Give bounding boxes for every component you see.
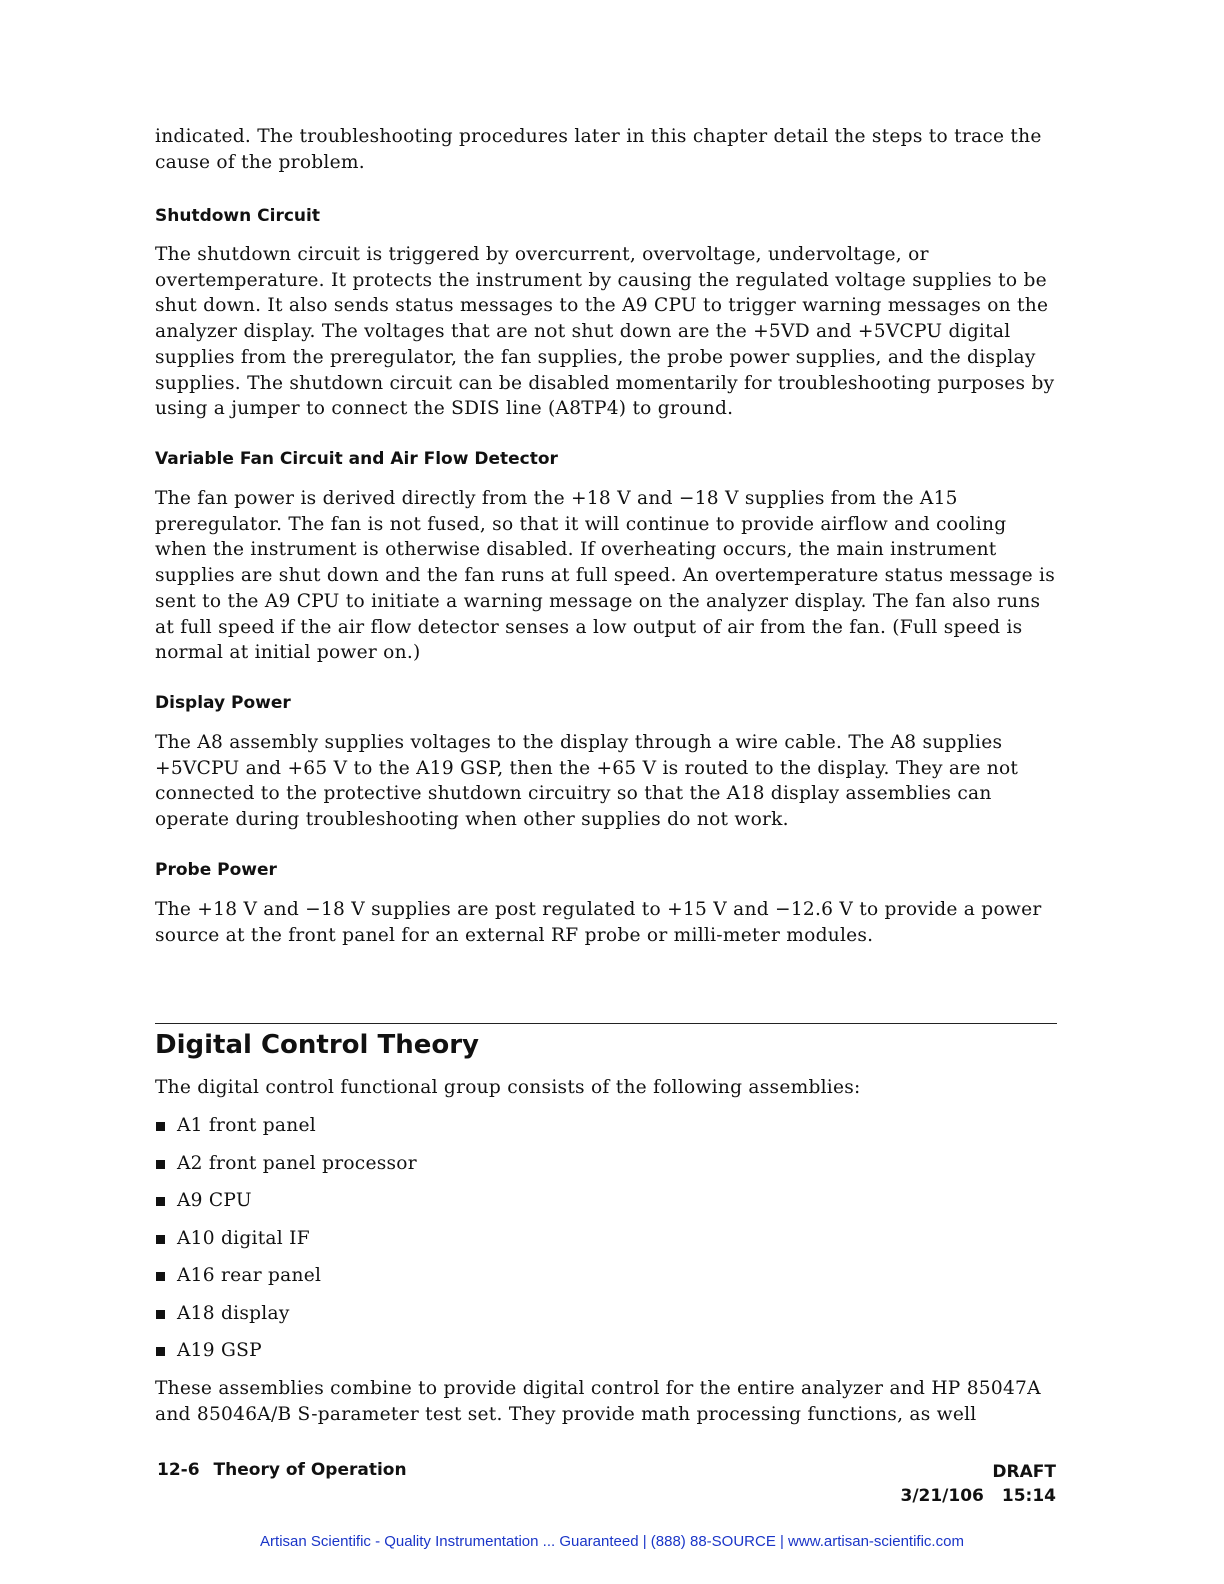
list-item: A19 GSP	[155, 1338, 417, 1376]
list-item: A18 display	[155, 1301, 417, 1339]
section-divider	[155, 1023, 1057, 1024]
section-display-power	[155, 693, 291, 713]
assembly-list-block	[155, 1113, 417, 1376]
section-fan-body	[155, 486, 1057, 666]
vendor-banner: Artisan Scientific - Quality Instrumentation ... Guaranteed | (888) 88-SOURCE | www.artisan-scientific.com	[260, 1533, 964, 1550]
section-heading: Probe Power	[155, 860, 277, 880]
list-item: A10 digital IF	[155, 1226, 417, 1264]
digital-closing-block	[155, 1376, 1057, 1427]
page-number: 12-6	[157, 1460, 200, 1480]
bullet-square-icon	[156, 1160, 165, 1169]
section-paragraph: The fan power is derived directly from the +18 V and −18 V supplies from the A15 preregulator. The fan is not fused, so that it will continue to provide airflow and cooling when the instrument is otherwise disabled. If overheating occurs, the main instrument supplies are shut down and the fan runs at full speed. An overtemperature status message is sent to the A9 CPU to initiate a warning message on the analyzer display. The fan also runs at full speed if the air flow detector senses a low output of air from the fan. (Full speed is normal at initial power on.)	[155, 488, 1056, 664]
section-shutdown-body	[155, 242, 1057, 422]
section-heading: Shutdown Circuit	[155, 206, 320, 226]
list-item: A2 front panel processor	[155, 1151, 417, 1189]
footer-date: 3/21/106	[900, 1486, 984, 1506]
section-heading: Variable Fan Circuit and Air Flow Detector	[155, 449, 558, 469]
bullet-square-icon	[156, 1347, 165, 1356]
digital-control-heading-block	[155, 1030, 479, 1060]
digital-closing-paragraph: These assemblies combine to provide digital control for the entire analyzer and HP 85047A and 85046A/B S-parameter test set. They provide math processing functions, as well	[155, 1378, 1041, 1425]
section-title: Digital Control Theory	[155, 1030, 479, 1060]
bullet-square-icon	[156, 1122, 165, 1131]
bullet-square-icon	[156, 1235, 165, 1244]
section-paragraph: The shutdown circuit is triggered by overcurrent, overvoltage, undervoltage, or overtemperature. It protects the instrument by causing the regulated voltage supplies to be shut down. It also sends status messages to the A9 CPU to trigger warning messages on the analyzer display. The voltages that are not shut down are the +5VD and +5VCPU digital supplies from the preregulator, the fan supplies, the probe power supplies, and the display supplies. The shutdown circuit can be disabled momentarily for troubleshooting purposes by using a jumper to connect the SDIS line (A8TP4) to ground.	[155, 244, 1055, 420]
list-item: A9 CPU	[155, 1188, 417, 1226]
footer-right	[900, 1460, 1056, 1508]
intro-paragraph: indicated. The troubleshooting procedures later in this chapter detail the steps to trace the cause of the problem.	[155, 126, 1042, 173]
section-probe-power-body	[155, 897, 1057, 948]
section-display-power-body	[155, 730, 1057, 833]
assembly-list	[155, 1113, 417, 1376]
section-paragraph: The A8 assembly supplies voltages to the display through a wire cable. The A8 supplies +5VCPU and +65 V to the A19 GSP, then the +65 V is routed to the display. They are not connected to the protective shutdown circuitry so that the A18 display assemblies can operate during troubleshooting when other supplies do not work.	[155, 732, 1019, 831]
section-heading: Display Power	[155, 693, 291, 713]
list-item: A1 front panel	[155, 1113, 417, 1151]
chapter-title: Theory of Operation	[213, 1460, 407, 1480]
footer-time: 15:14	[1001, 1486, 1056, 1506]
section-probe-power	[155, 860, 277, 880]
intro-block	[155, 124, 1057, 175]
digital-intro-paragraph: The digital control functional group consists of the following assemblies:	[155, 1077, 861, 1098]
footer-left	[157, 1460, 407, 1480]
list-item: A16 rear panel	[155, 1263, 417, 1301]
bullet-square-icon	[156, 1272, 165, 1281]
section-shutdown	[155, 206, 320, 226]
bullet-square-icon	[156, 1310, 165, 1319]
draft-label: DRAFT	[992, 1462, 1056, 1482]
footer-datetime	[900, 1484, 1056, 1508]
section-paragraph: The +18 V and −18 V supplies are post regulated to +15 V and −12.6 V to provide a power source at the front panel for an external RF probe or milli-meter modules.	[155, 899, 1042, 946]
digital-control-intro-block	[155, 1075, 861, 1101]
bullet-square-icon	[156, 1197, 165, 1206]
section-fan	[155, 449, 558, 469]
